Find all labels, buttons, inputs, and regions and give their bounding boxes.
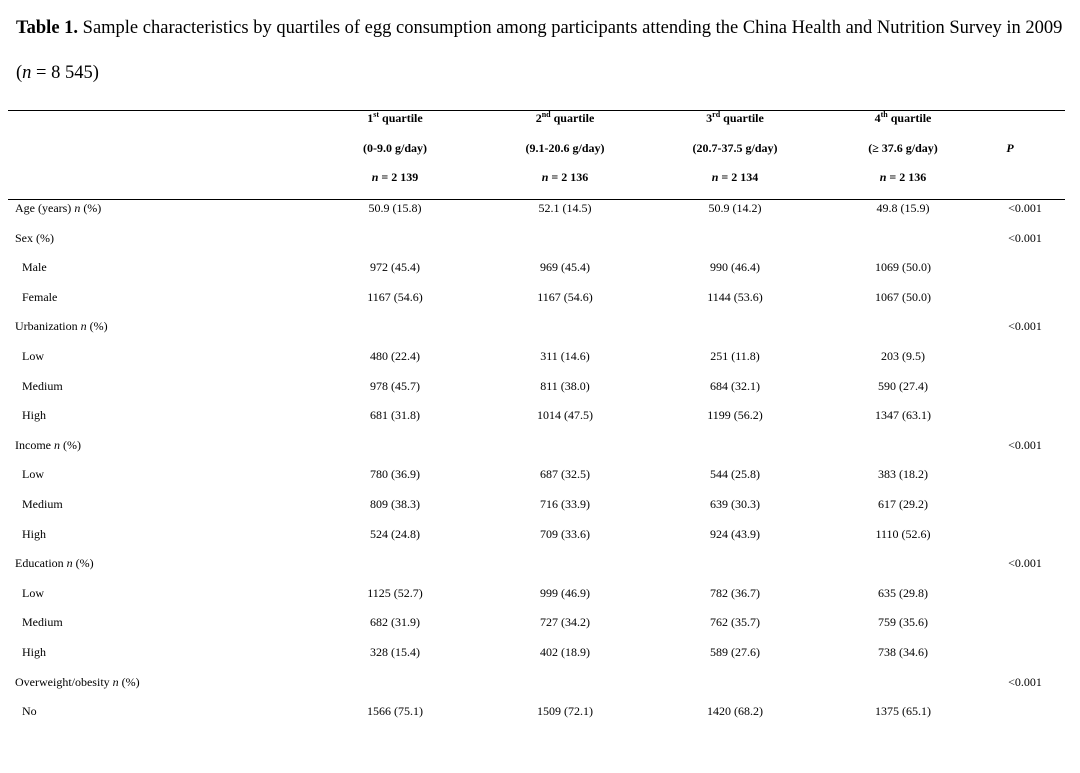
cell-q1: 524 (24.8) [370, 526, 420, 541]
row-label: High [22, 408, 46, 423]
row-label: Medium [22, 378, 63, 393]
cell-q3: 782 (36.7) [710, 585, 760, 600]
cell-q2: 1014 (47.5) [537, 408, 593, 423]
caption-text: Sample characteristics by quartiles of egg consumption among participants attending the China Health and Nutrition Survey in 2009 ( [16, 18, 1063, 83]
table-row [0, 201, 1080, 221]
cell-q4: 49.8 (15.9) [876, 201, 930, 215]
cell-p-value: <0.001 [1008, 319, 1042, 334]
cell-q3: 50.9 (14.2) [708, 201, 762, 215]
row-label: Age (years) n (%) [15, 201, 102, 215]
cell-q3: 251 (11.8) [710, 349, 760, 363]
cell-q4: 635 (29.8) [878, 585, 928, 600]
cell-q2: 716 (33.9) [540, 497, 590, 511]
cell-q1: 480 (22.4) [370, 349, 420, 363]
cell-p-value: <0.001 [1008, 674, 1042, 689]
header-q4-range: (≥ 37.6 g/day) [868, 141, 938, 155]
header-q4-title: 4th quartile [874, 110, 932, 125]
row-label: Education n (%) [15, 556, 94, 571]
cell-q4: 738 (34.6) [878, 645, 928, 659]
cell-q2: 1509 (72.1) [537, 704, 593, 719]
row-label: Income n (%) [15, 437, 81, 452]
cell-q3: 1144 (53.6) [707, 289, 763, 304]
header-q2-range: (9.1-20.6 g/day) [525, 141, 605, 155]
row-label: Sex (%) [15, 230, 54, 245]
cell-q3: 639 (30.3) [710, 497, 760, 511]
table-row [0, 438, 1080, 458]
table-row [0, 586, 1080, 606]
table-row [0, 408, 1080, 428]
cell-p-value: <0.001 [1008, 201, 1042, 215]
cell-q4: 383 (18.2) [878, 467, 928, 482]
header-q2-n: n = 2 136 [541, 170, 589, 184]
cell-p-value: <0.001 [1008, 556, 1042, 571]
cell-q2: 727 (34.2) [540, 615, 590, 630]
cell-q1: 1125 (52.7) [367, 585, 423, 600]
cell-q2: 709 (33.6) [540, 526, 590, 541]
cell-q3: 762 (35.7) [710, 615, 760, 630]
table-row [0, 675, 1080, 695]
table-row [0, 527, 1080, 547]
cell-q2: 311 (14.6) [540, 349, 590, 363]
cell-q1: 1566 (75.1) [367, 704, 423, 719]
cell-q2: 52.1 (14.5) [538, 201, 592, 215]
cell-q4: 203 (9.5) [881, 349, 925, 363]
row-label: Medium [22, 497, 63, 511]
cell-p-value: <0.001 [1008, 230, 1042, 245]
cell-q1: 682 (31.9) [370, 615, 420, 630]
cell-q4: 1347 (63.1) [875, 408, 931, 423]
cell-q2: 687 (32.5) [540, 467, 590, 482]
cell-q4: 759 (35.6) [878, 615, 928, 630]
table-row [0, 231, 1080, 251]
table-row [0, 290, 1080, 310]
caption-n-symbol: n [22, 63, 32, 83]
row-label: High [22, 645, 46, 659]
row-label: Female [22, 289, 58, 304]
cell-q1: 1167 (54.6) [367, 289, 423, 304]
row-label: Urbanization n (%) [15, 319, 108, 334]
row-label: Overweight/obesity n (%) [15, 674, 140, 689]
table-row [0, 379, 1080, 399]
row-label: Low [22, 467, 44, 482]
cell-q2: 402 (18.9) [540, 645, 590, 659]
cell-p-value: <0.001 [1008, 437, 1042, 452]
cell-q2: 811 (38.0) [540, 378, 590, 393]
header-q2-title: 2nd quartile [535, 110, 595, 125]
row-label: Medium [22, 615, 63, 630]
cell-q3: 684 (32.1) [710, 378, 760, 393]
cell-q2: 969 (45.4) [540, 260, 590, 275]
table-label: Table 1. [16, 18, 79, 38]
cell-q1: 972 (45.4) [370, 260, 420, 275]
cell-q1: 328 (15.4) [370, 645, 420, 659]
cell-q4: 617 (29.2) [878, 497, 928, 511]
header-rule [8, 199, 1065, 200]
header-q1-n: n = 2 139 [371, 170, 419, 184]
cell-q1: 809 (38.3) [370, 497, 420, 511]
cell-q3: 924 (43.9) [710, 526, 760, 541]
caption-n-value: = 8 545) [31, 63, 99, 83]
table-row [0, 497, 1080, 517]
row-label: Low [22, 585, 44, 600]
cell-q4: 1110 (52.6) [875, 526, 931, 541]
cell-q3: 544 (25.8) [710, 467, 760, 482]
cell-q3: 1420 (68.2) [707, 704, 763, 719]
cell-q2: 1167 (54.6) [537, 289, 593, 304]
cell-q1: 780 (36.9) [370, 467, 420, 482]
table-row [0, 556, 1080, 576]
cell-q4: 1375 (65.1) [875, 704, 931, 719]
row-label: No [22, 704, 37, 719]
row-label: Low [22, 349, 44, 363]
header-q1-title: 1st quartile [367, 110, 423, 125]
cell-q1: 50.9 (15.8) [368, 201, 422, 215]
row-label: Male [22, 260, 47, 275]
header-q4-n: n = 2 136 [879, 170, 927, 184]
cell-q3: 990 (46.4) [710, 260, 760, 275]
header-p-label: P [1006, 141, 1014, 155]
cell-q4: 1069 (50.0) [875, 260, 931, 275]
cell-q4: 1067 (50.0) [875, 289, 931, 304]
table-row [0, 467, 1080, 487]
header-q3-n: n = 2 134 [711, 170, 759, 184]
table-row [0, 615, 1080, 635]
cell-q4: 590 (27.4) [878, 378, 928, 393]
table-row [0, 319, 1080, 339]
cell-q1: 978 (45.7) [370, 378, 420, 393]
header-q3-title: 3rd quartile [706, 110, 764, 125]
cell-q2: 999 (46.9) [540, 585, 590, 600]
header-q3-range: (20.7-37.5 g/day) [692, 141, 778, 155]
table-row [0, 645, 1080, 665]
cell-q3: 1199 (56.2) [707, 408, 763, 423]
header-q1-range: (0-9.0 g/day) [363, 141, 427, 155]
cell-q1: 681 (31.8) [370, 408, 420, 423]
table-row [0, 260, 1080, 280]
table-row [0, 704, 1080, 724]
table-row [0, 349, 1080, 369]
table-caption [16, 6, 1066, 96]
row-label: High [22, 526, 46, 541]
cell-q3: 589 (27.6) [710, 645, 760, 659]
